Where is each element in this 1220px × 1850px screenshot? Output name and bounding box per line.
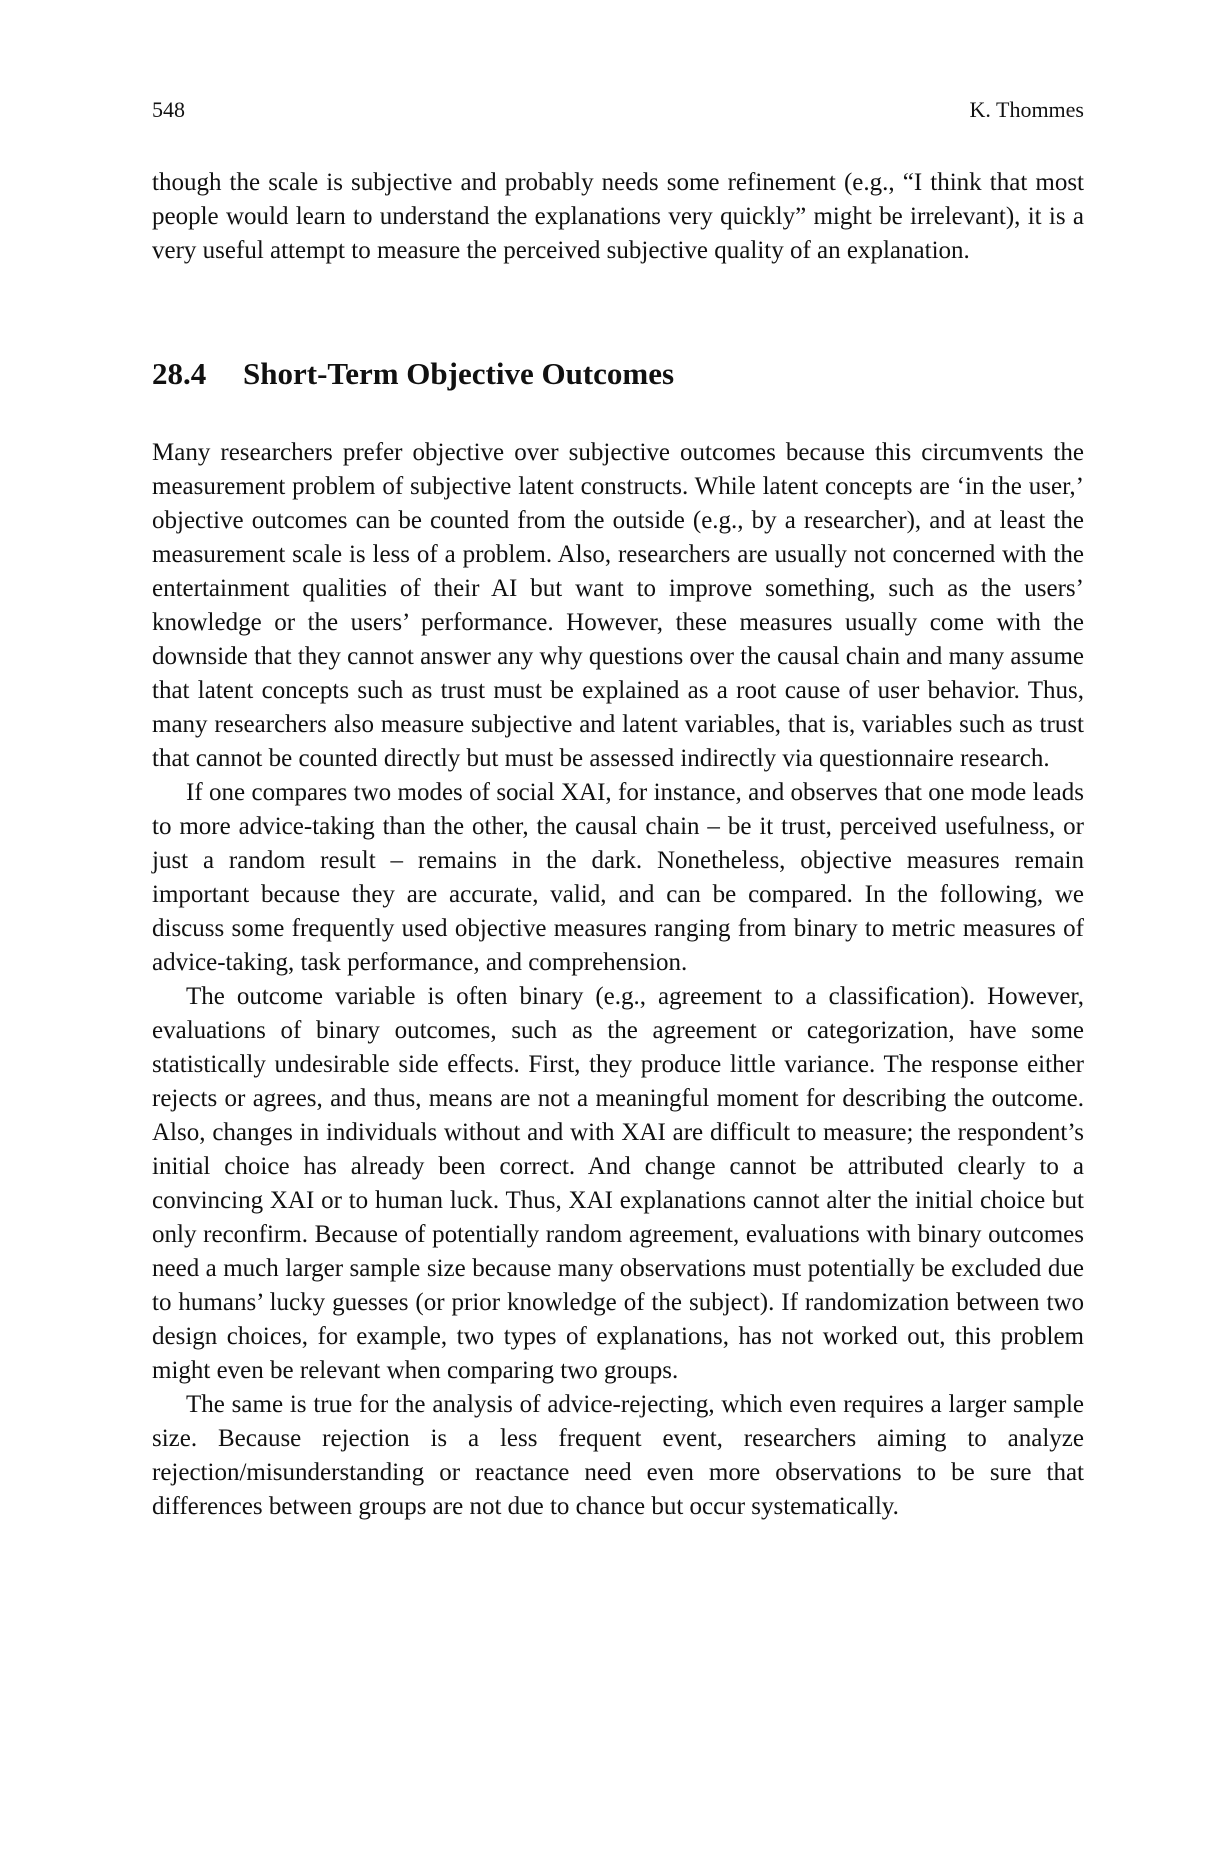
book-page <box>152 96 1084 1524</box>
author-name: K. Thommes <box>969 97 1084 122</box>
section-body <box>152 436 1084 1524</box>
section-heading <box>152 354 1084 394</box>
intro-paragraph: though the scale is subjective and probably needs some refinement (e.g., “I think that most people would learn to understand the explanations very quickly” might be irrelevant), it is a very useful attempt to measure the perceived subjective quality of an explanation. <box>152 169 1084 264</box>
body-paragraph-2: If one compares two modes of social XAI, for instance, and observes that one mode leads to more advice-taking than the other, the causal chain – be it trust, perceived usefulness, or just a random result – remains in the dark. Nonetheless, objective measures remain important because they are accurate, valid, and can be compared. In the following, we discuss some frequently used objective measures ranging from binary to metric measures of advice-taking, task performance, and comprehension. <box>152 779 1084 976</box>
section-number: 28.4 <box>152 356 207 391</box>
section-title: Short-Term Objective Outcomes <box>243 356 675 391</box>
body-paragraph-3: The outcome variable is often binary (e.g., agreement to a classification). However, evaluations of binary outcomes, such as the agreement or categorization, have some statistically undesirable side effects. First, they produce little variance. The response either rejects or agrees, and thus, means are not a meaningful moment for describing the outcome. Also, changes in individuals without and with XAI are difficult to measure; the respondent’s initial choice has already been correct. And change cannot be attributed clearly to a convincing XAI or to human luck. Thus, XAI explanations cannot alter the initial choice but only reconfirm. Because of potentially random agreement, evaluations with binary outcomes need a much larger sample size because many observations must potentially be excluded due to humans’ lucky guesses (or prior knowledge of the subject). If randomization between two design choices, for example, two types of explanations, has not worked out, this problem might even be relevant when comparing two groups. <box>152 983 1084 1384</box>
body-paragraph-4: The same is true for the analysis of advice-rejecting, which even requires a larger sample size. Because rejection is a less frequent event, researchers aiming to analyze rejection/misunderstanding or reactance need even more observations to be sure that differences between groups are not due to chance but occur systematically. <box>152 1391 1084 1520</box>
running-head <box>152 96 1084 124</box>
page-number: 548 <box>152 97 185 122</box>
body-paragraph-1: Many researchers prefer objective over subjective outcomes because this circumvents the measurement problem of subjective latent constructs. While latent concepts are ‘in the user,’ objective outcomes can be counted from the outside (e.g., by a researcher), and at least the measurement scale is less of a problem. Also, researchers are usually not concerned with the entertainment qualities of their AI but want to improve something, such as the users’ knowledge or the users’ performance. However, these measures usually come with the downside that they cannot answer any why questions over the causal chain and many assume that latent concepts such as trust must be explained as a root cause of user behavior. Thus, many researchers also measure subjective and latent variables, that is, variables such as trust that cannot be counted directly but must be assessed indirectly via questionnaire research. <box>152 439 1084 772</box>
